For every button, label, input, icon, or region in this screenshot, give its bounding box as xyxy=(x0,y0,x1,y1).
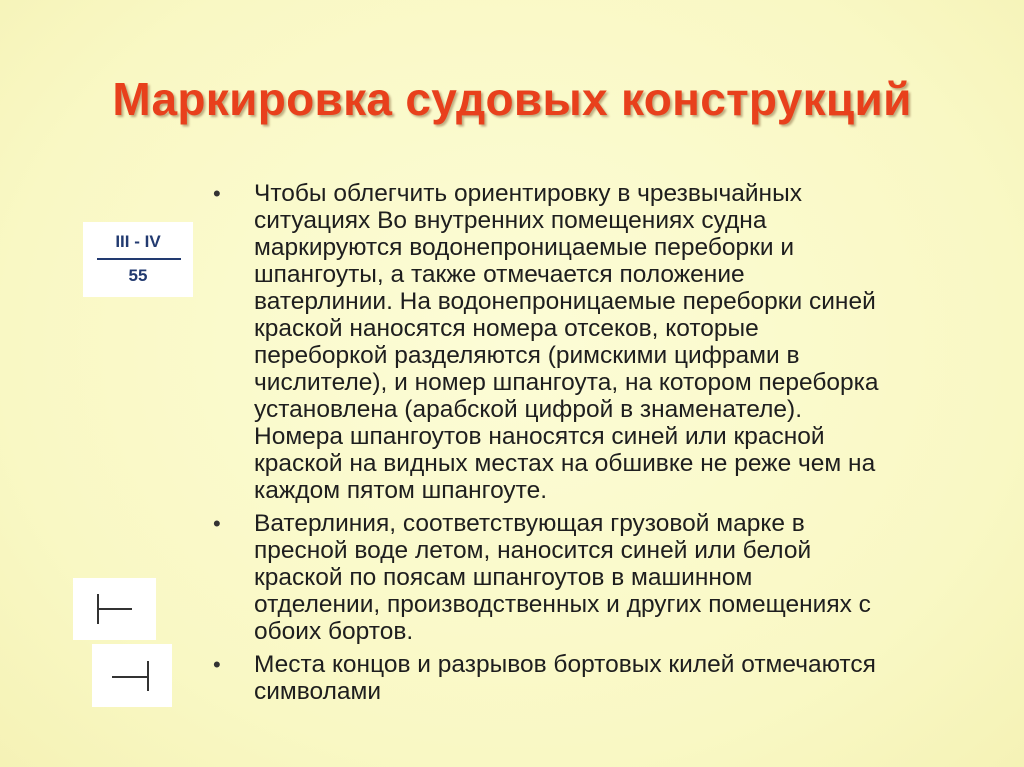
bullet-text-line: шпангоуты, а также отмечается положение xyxy=(254,261,745,288)
bullet-text-line: Ватерлиния, соответствующая грузовой марке в xyxy=(254,510,805,537)
bullet-text-line: ватерлинии. На водонепроницаемые переборки синей xyxy=(254,288,876,315)
bullet-text-line: обоих бортов. xyxy=(254,618,414,645)
keel-end-mark-box xyxy=(92,644,172,707)
bullet-text-line: отделении, производственных и других помещениях с xyxy=(254,591,871,618)
bullet-text-line: краской по поясам шпангоутов в машинном xyxy=(254,564,753,591)
bullet-list xyxy=(210,180,1000,711)
frame-number: 55 xyxy=(128,266,148,285)
bullet-text-line: краской на видных местах на обшивке не реже чем на xyxy=(254,450,876,477)
keel-start-mark-box xyxy=(73,578,156,640)
bullet-item xyxy=(210,180,1000,504)
bullet-dot-icon: • xyxy=(213,181,221,206)
keel-start-mark-icon xyxy=(73,578,156,640)
bullet-text-line: установлена (арабской цифрой в знаменателе). xyxy=(254,396,803,423)
bullet-item xyxy=(210,651,1000,705)
bullet-item xyxy=(210,510,1000,645)
bullet-text-line: переборкой разделяются (римскими цифрами в xyxy=(254,342,800,369)
bulkhead-marking-example xyxy=(83,222,193,297)
bullet-text-line: ситуациях Во внутренних помещениях судна xyxy=(254,207,767,234)
compartment-numbers: III - IV xyxy=(115,232,161,251)
bullet-dot-icon: • xyxy=(213,652,221,677)
bullet-text-line: краской наносятся номера отсеков, которые xyxy=(254,315,759,342)
bullet-text-line: Места концов и разрывов бортовых килей отмечаются xyxy=(254,651,876,678)
bullet-text-line: Номера шпангоутов наносятся синей или красной xyxy=(254,423,825,450)
slide-title: Маркировка судовых конструкций xyxy=(112,73,912,125)
bullet-text-line: каждом пятом шпангоуте. xyxy=(254,477,548,504)
bullet-text-line: символами xyxy=(254,678,382,705)
keel-end-mark-icon xyxy=(92,644,172,707)
fraction-line xyxy=(97,258,181,260)
bullet-text-line: пресной воде летом, наносится синей или белой xyxy=(254,537,812,564)
bullet-text-line: Чтобы облегчить ориентировку в чрезвычайных xyxy=(254,180,802,207)
bullet-text-line: числителе), и номер шпангоута, на котором переборка xyxy=(254,369,879,396)
bullet-text-line: маркируются водонепроницаемые переборки и xyxy=(254,234,795,261)
bullet-dot-icon: • xyxy=(213,511,221,536)
